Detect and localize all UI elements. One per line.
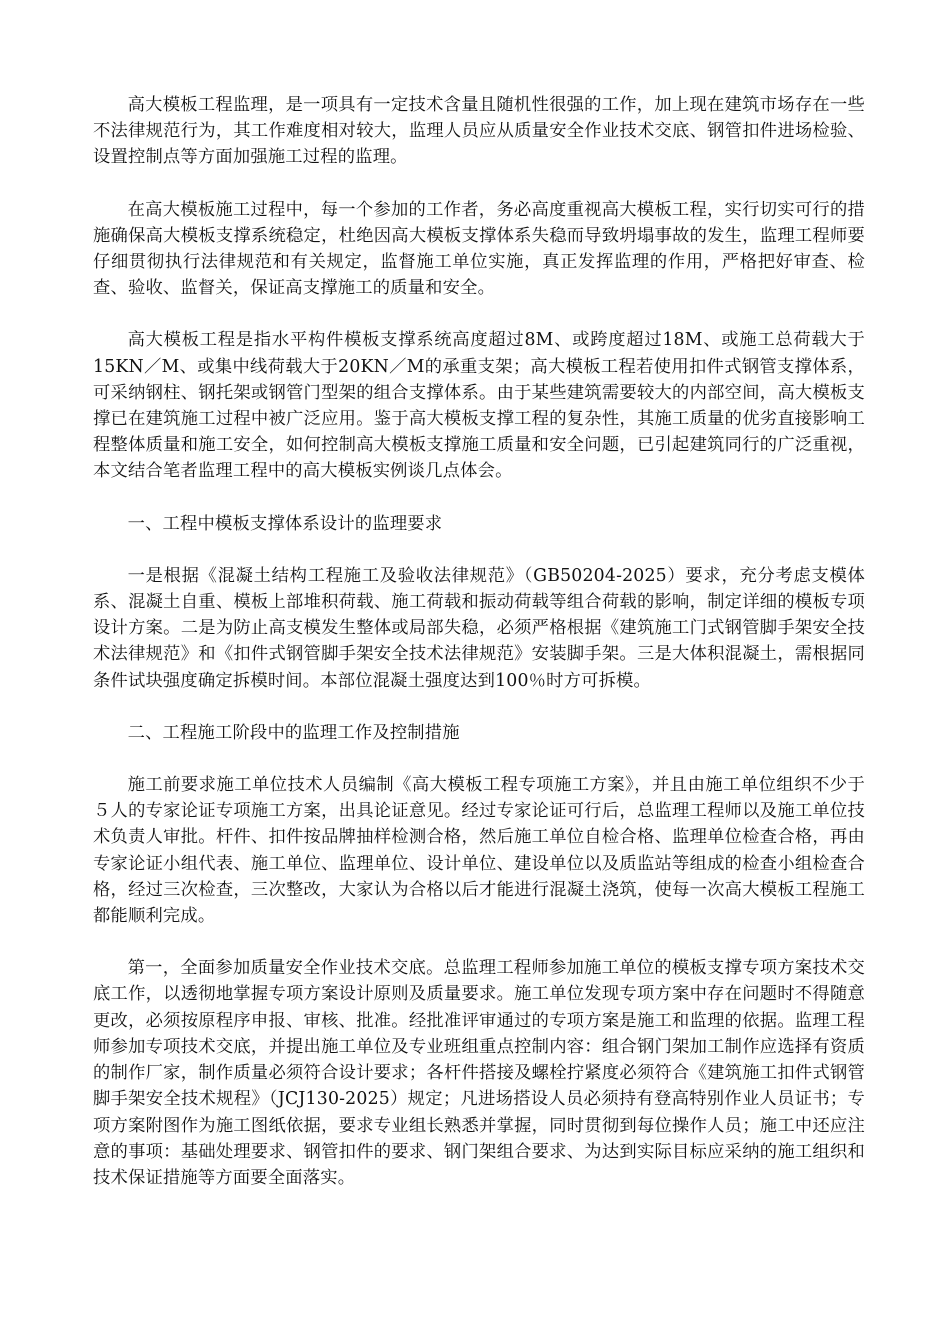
paragraph-stability: 在高大模板施工过程中，每一个参加的工作者，务必高度重视高大模板工程，实行切实可行的措施确保高大模板支撑系统稳定，杜绝因高大模板支撑体系失稳而导致坍塌事故的发生，监理工程师要仔细贯彻执行法律规范和有关规定，监督施工单位实施，真正发挥监理的作用，严格把好审查、检查、验收、监督关，保证高支撑施工的质量和安全。 bbox=[93, 199, 865, 299]
section-heading-1: 一、工程中模板支撑体系设计的监理要求 bbox=[127, 513, 443, 534]
document-page bbox=[93, 92, 865, 1217]
paragraph-pre-construction: 施工前要求施工单位技术人员编制《高大模板工程专项施工方案》，并且由施工单位组织不少于５人的专家论证专项施工方案，出具论证意见。经过专家论证可行后，总监理工程师以及施工单位技术负责人审批。杆件、扣件按品牌抽样检测合格，然后施工单位自检合格、监理单位检查合格，再由专家论证小组代表、施工单位、监理单位、设计单位、建设单位以及质监站等组成的检查小组检查合格，经过三次检查，三次整改，大家认为合格以后才能进行混凝土浇筑，使每一次高大模板工程施工都能顺利完成。 bbox=[93, 775, 865, 927]
paragraph-intro: 高大模板工程监理，是一项具有一定技术含量且随机性很强的工作，加上现在建筑市场存在一些不法律规范行为，其工作难度相对较大，监理人员应从质量安全作业技术交底、钢管扣件进场检验、设置控制点等方面加强施工过程的监理。 bbox=[93, 95, 865, 168]
paragraph-technical-briefing: 第一，全面参加质量安全作业技术交底。总监理工程师参加施工单位的模板支撑专项方案技术交底工作，以透彻地掌握专项方案设计原则及质量要求。施工单位发现专项方案中存在问题时不得随意更改，必须按原程序申报、审核、批准。经批准评审通过的专项方案是施工和监理的依据。监理工程师参加专项技术交底，并提出施工单位及专业班组重点控制内容：组合钢门架加工制作应选择有资质的制作厂家，制作质量必须符合设计要求；各杆件搭接及螺栓拧紧度必须符合《建筑施工扣件式钢管脚手架安全技术规程》（JCJ130-2025）规定；凡进场搭设人员必须持有登高特别作业人员证书；专项方案附图作为施工图纸依据，要求专业组长熟悉并掌握，同时贯彻到每位操作人员；施工中还应注意的事项：基础处理要求、钢管扣件的要求、钢门架组合要求、为达到实际目标应采纳的施工组织和技术保证措施等方面要全面落实。 bbox=[93, 958, 865, 1188]
section-heading-2: 二、工程施工阶段中的监理工作及控制措施 bbox=[127, 722, 460, 743]
paragraph-definition: 高大模板工程是指水平构件模板支撑系统高度超过8M、或跨度超过18M、或施工总荷载大于15KN／M、或集中线荷载大于20KN／M的承重支架；高大模板工程若使用扣件式钢管支撑体系，可采纳钢柱、钢托架或钢管门型架的组合支撑体系。由于某些建筑需要较大的内部空间，高大模板支撑已在建筑施工过程中被广泛应用。鉴于高大模板支撑工程的复杂性，其施工质量的优劣直接影响工程整体质量和施工安全，如何控制高大模板支撑施工质量和安全问题，已引起建筑同行的广泛重视，本文结合笔者监理工程中的高大模板实例谈几点体会。 bbox=[93, 330, 865, 482]
paragraph-design-requirements: 一是根据《混凝土结构工程施工及验收法律规范》（GB50204-2025）要求，充分考虑支模体系、混凝土自重、模板上部堆积荷载、施工荷载和振动荷载等组合荷载的影响，制定详细的模板专项设计方案。二是为防止高支模发生整体或局部失稳，必须严格根据《建筑施工门式钢管脚手架安全技术法律规范》和《扣件式钢管脚手架安全技术法律规范》安装脚手架。三是大体积混凝土，需根据同条件试块强度确定拆模时间。本部位混凝土强度达到100％时方可拆模。 bbox=[93, 565, 865, 691]
